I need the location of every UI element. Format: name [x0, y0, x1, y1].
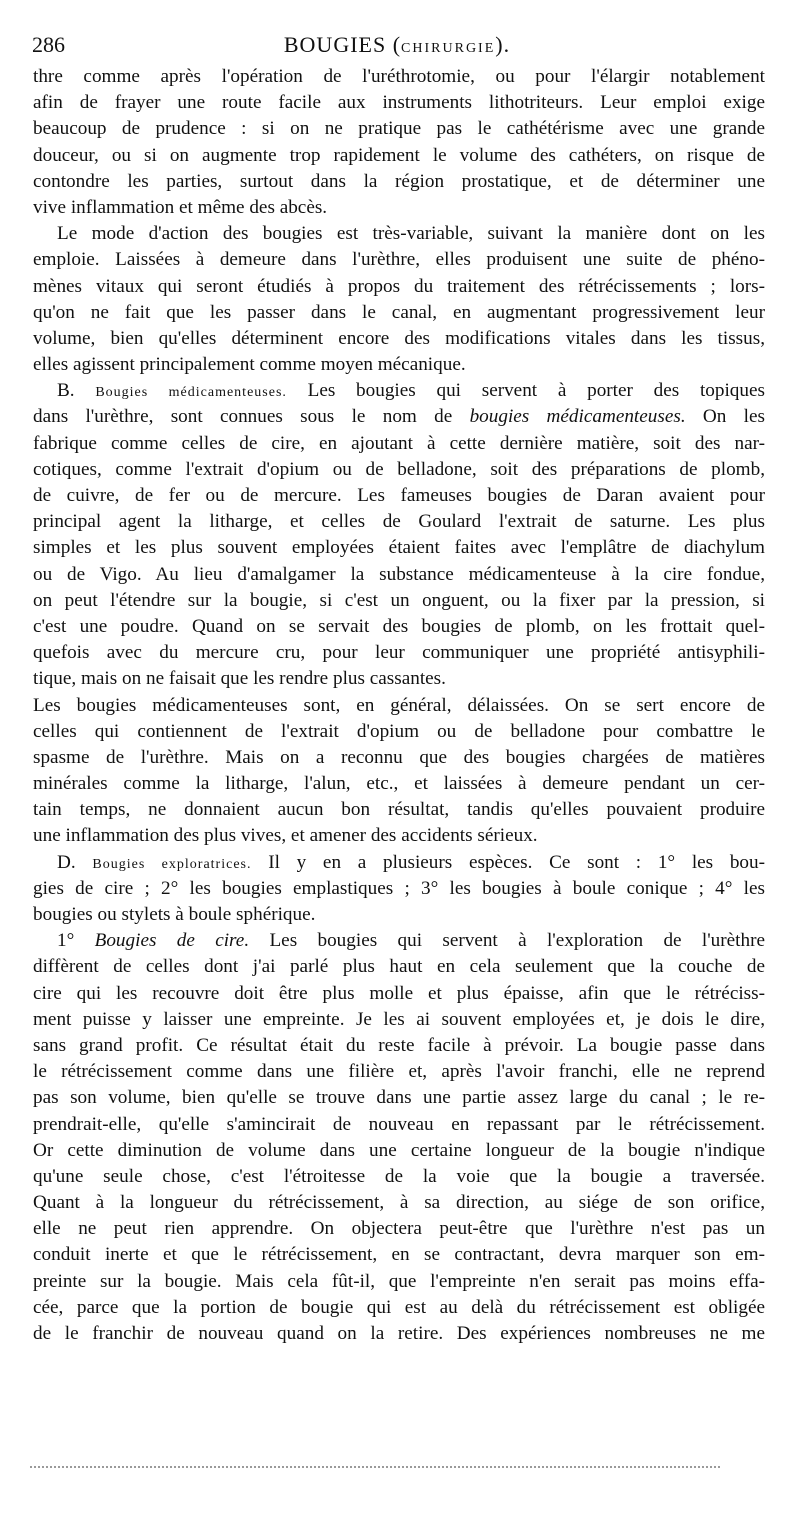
page-number: 286 — [32, 32, 65, 57]
text-span: Les bougies qui servent à l'exploration de l'urèthre — [249, 930, 765, 952]
text-line: contondre les parties, surtout dans la région prostatique, et de déterminer une — [33, 170, 765, 192]
text-line: mènes vitaux qui seront étudiés à propos du traitement des rétrécissements ; lors- — [33, 275, 765, 297]
text-line: elles agissent principalement comme moyen mécanique. — [33, 354, 466, 376]
text-line: gies de cire ; 2° les bougies emplastiques ; 3° les bougies à boule conique ; 4° les — [33, 877, 765, 899]
text-span: dans l'urèthre, sont connues sous le nom de — [33, 406, 470, 428]
text-line: elle ne peut rien apprendre. On objectera peut-être que l'urèthre n'est pas un — [33, 1218, 765, 1240]
section-label: D. — [57, 851, 93, 873]
text-span: Il y en a plusieurs espèces. Ce sont : 1° les bou- — [251, 851, 766, 873]
text-line: de le franchir de nouveau quand on la retire. Des expériences nombreuses ne me — [33, 1323, 765, 1344]
text-line: de cuivre, de fer ou de mercure. Les fameuses bougies de Daran avaient pour — [33, 485, 765, 506]
section-heading-exploratrices: Bougies exploratrices. — [92, 856, 252, 872]
page-header — [30, 28, 764, 62]
text-line: prendrait-elle, qu'elle s'amincirait de nouveau en repassant par le rétrécissement. — [33, 1113, 765, 1135]
text-line: sans grand profit. Ce résultat était du reste facile à prévoir. La bougie passe dans — [33, 1034, 765, 1056]
text-line: vive inflammation et même des abcès. — [33, 196, 328, 218]
text-line — [33, 404, 765, 430]
text-span: On les — [685, 406, 765, 428]
subsection-heading-cire: Bougies de cire. — [94, 930, 250, 952]
text-line: cée, parce que la portion de bougie qui est au delà du rétrécissement est obligée — [33, 1296, 765, 1318]
subsection-number: 1° — [57, 930, 95, 952]
text-line: simples et les plus souvent employées étaient faites avec l'emplâtre de diachylum — [33, 537, 765, 559]
text-line: ou de Vigo. Au lieu d'amalgamer la substance médicamenteuse à la cire fondue, — [33, 563, 765, 585]
text-line: pas son volume, bien qu'elle se trouve dans une partie assez large du canal ; le re- — [33, 1087, 765, 1109]
text-line: principal agent la litharge, et celles de Goulard l'extrait de saturne. Les plus — [33, 511, 765, 533]
text-line: beaucoup de prudence : si on ne pratique pas le cathétérisme avec une grande — [33, 118, 765, 140]
text-line: quefois avec du mercure cru, pour leur communiquer une propriété antisyphili- — [33, 642, 765, 664]
running-title-paren-open: ( — [386, 32, 402, 57]
text-line: cire qui les recouvre doit être plus molle et plus épaisse, afin que le rétréciss- — [33, 982, 765, 1004]
text-line: douceur, ou si on augmente trop rapidement le volume des cathéters, on risque de — [33, 144, 765, 166]
text-line: afin de frayer une route facile aux instruments lithotriteurs. Leur emploi exige — [33, 92, 765, 114]
section-heading-medicamenteuses: Bougies médicamenteuses. — [95, 385, 287, 401]
text-line: Les bougies médicamenteuses sont, en général, délaissées. On se sert encore de — [33, 694, 765, 716]
footer-dotted-rule — [30, 1466, 720, 1468]
section-heading-line — [33, 378, 765, 404]
text-line: qu'on ne fait que les passer dans le canal, en augmentant progressivement leur — [33, 301, 765, 323]
text-line: preinte sur la bougie. Mais cela fût-il, que l'empreinte n'en serait pas moins effa- — [33, 1270, 765, 1292]
text-line: conduit inerte et que le rétrécissement, en se contractant, devra marquer son em- — [33, 1244, 765, 1266]
section-heading-line — [33, 850, 765, 876]
text-line: une inflammation des plus vives, et amener des accidents sérieux. — [33, 825, 538, 847]
body-text — [33, 64, 765, 1347]
running-title-main: BOUGIES — [283, 32, 387, 57]
text-line: diffèrent de celles dont j'ai parlé plus haut en cela seulement que la couche de — [33, 956, 765, 978]
text-line: on peut l'étendre sur la bougie, si c'est un onguent, ou la fixer par la pression, si — [33, 589, 765, 611]
text-line: tain temps, ne donnaient aucun bon résultat, tandis qu'elles pouvaient produire — [33, 799, 765, 821]
text-line: fabrique comme celles de cire, en ajoutant à cette dernière matière, soit des nar- — [33, 432, 765, 454]
text-line: volume, bien qu'elles déterminent encore des modifications vitales dans les tissus, — [33, 327, 765, 349]
subsection-heading-line — [33, 928, 765, 954]
text-line: spasme de l'urèthre. Mais on a reconnu que des bougies chargées de matières — [33, 746, 765, 768]
text-line: minérales comme la litharge, l'alun, etc., et laissées à demeure pendant un cer- — [33, 773, 765, 795]
section-label: B. — [57, 380, 96, 402]
text-line: celles qui contiennent de l'extrait d'opium ou de belladone pour combattre le — [33, 720, 765, 742]
text-line: Le mode d'action des bougies est très-variable, suivant la manière dont on les — [57, 223, 765, 245]
text-line: emploie. Laissées à demeure dans l'urèthre, elles produisent une suite de phéno- — [33, 249, 765, 271]
running-title-paren-close: ). — [495, 32, 511, 57]
text-line: Or cette diminution de volume dans une certaine longueur de la bougie n'indique — [33, 1139, 765, 1161]
text-span: Les bougies qui servent à porter des topiques — [286, 380, 765, 402]
text-line: ment puisse y laisser une empreinte. Je les ai souvent employées et, je dois le dire, — [33, 1008, 765, 1030]
text-line: cotiques, comme l'extrait d'opium ou de belladone, soit des préparations de plomb, — [33, 458, 765, 480]
text-line: thre comme après l'opération de l'uréthrotomie, ou pour l'élargir notablement — [33, 66, 765, 87]
running-title-subject: CHIRURGIE — [401, 41, 496, 56]
text-line: le rétrécissement comme dans une filière et, après l'avoir franchi, elle ne reprend — [33, 1061, 765, 1083]
text-line: bougies ou stylets à boule sphérique. — [33, 904, 316, 925]
running-title — [30, 28, 764, 66]
italic-term: bougies médicamenteuses. — [469, 406, 686, 428]
text-line: qu'une seule chose, c'est l'étroitesse de la voie que la bougie a traversée. — [33, 1165, 765, 1187]
text-line: Quant à la longueur du rétrécissement, à sa direction, au siége de son orifice, — [33, 1192, 765, 1214]
text-line: tique, mais on ne faisait que les rendre plus cassantes. — [33, 668, 446, 690]
text-line: c'est une poudre. Quand on se servait des bougies de plomb, on les frottait quel- — [33, 615, 765, 637]
